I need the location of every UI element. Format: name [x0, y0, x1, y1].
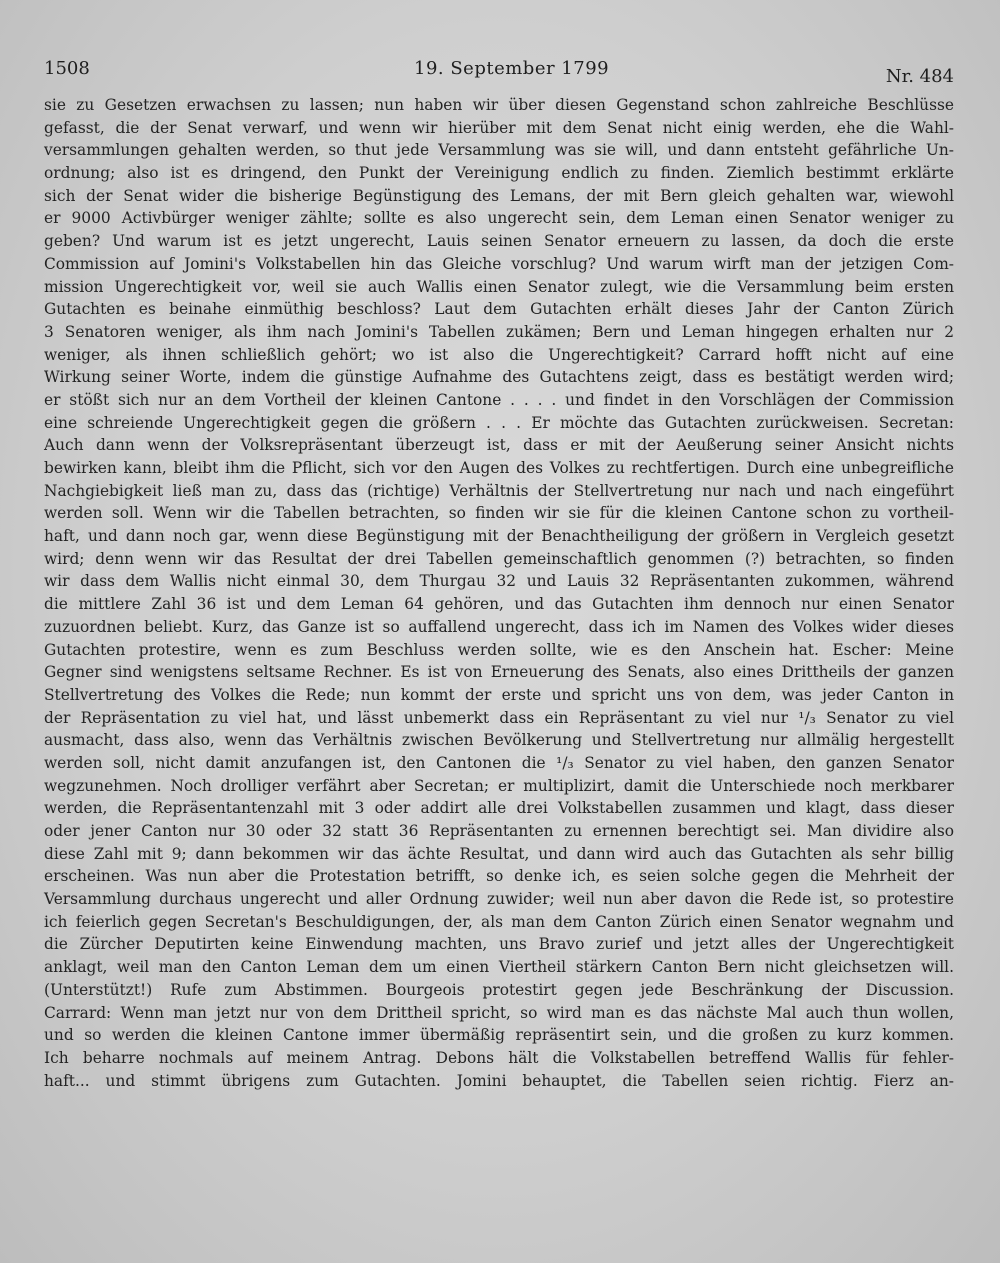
text-line: geben? Und warum ist es jetzt ungerecht, Lauis seinen Senator erneuern zu lassen, da doch die erste	[44, 232, 954, 251]
text-line: wird; denn wenn wir das Resultat der drei Tabellen gemeinschaftlich genommen (?) betrachten, so finden	[44, 549, 954, 568]
text-line: Wirkung seiner Worte, indem die günstige Aufnahme des Gutachtens zeigt, dass es bestätigt werden wird;	[44, 368, 954, 387]
text-line: 3 Senatoren weniger, als ihm nach Jomini's Tabellen zukämen; Bern und Leman hingegen erhalten nur 2	[44, 322, 954, 341]
text-line: mission Ungerechtigkeit vor, weil sie auch Wallis einen Senator zulegt, wie die Versammlung beim ersten	[44, 277, 954, 296]
text-line: erscheinen. Was nun aber die Protestation betrifft, so denke ich, es seien solche gegen die Mehrheit der	[44, 867, 954, 886]
text-line	[44, 1092, 954, 1115]
text-line: ausmacht, dass also, wenn das Verhältnis zwischen Bevölkerung und Stellvertretung nur allmälig hergestellt	[44, 731, 954, 750]
text-line: Gegner sind wenigstens seltsame Rechner. Es ist von Erneuerung des Senats, also eines Drittheils der ganzen	[44, 663, 954, 682]
text-line: ordnung; also ist es dringend, den Punkt der Vereinigung endlich zu finden. Ziemlich bestimmt erklärte	[44, 164, 954, 183]
text-line: und so werden die kleinen Cantone immer übermäßig repräsentirt sein, und die großen zu kurz kommen.	[44, 1026, 954, 1045]
page-date: 19. September 1799	[414, 58, 610, 79]
text-line: sich der Senat wider die bisherige Begünstigung des Lemans, der mit Bern gleich gehalten war, wiewohl	[44, 186, 954, 205]
text-line: Carrard: Wenn man jetzt nur von dem Drittheil spricht, so wird man es das nächste Mal auch thun wollen,	[44, 1003, 954, 1022]
text-line: eine schreiende Ungerechtigkeit gegen die größern . . . Er möchte das Gutachten zurückweisen. Secretan:	[44, 413, 954, 432]
text-line: versammlungen gehalten werden, so thut jede Versammlung was sie will, und dann entsteht gefährliche Un-	[44, 141, 954, 160]
document-number: Nr. 484	[885, 66, 954, 87]
text-line: sie zu Gesetzen erwachsen zu lassen; nun haben wir über diesen Gegenstand schon zahlreiche Beschlüsse	[44, 96, 954, 114]
page-number: 1508	[44, 58, 90, 79]
text-line: wegzunehmen. Noch drolliger verfährt aber Secretan; er multiplizirt, damit die Unterschiede noch merkbarer	[44, 776, 954, 795]
text-line: ich feierlich gegen Secretan's Beschuldigungen, der, als man dem Canton Zürich einen Senator wegnahm und	[44, 912, 954, 931]
text-line: er 9000 Activbürger weniger zählte; sollte es also ungerecht sein, dem Leman einen Senator weniger zu	[44, 209, 954, 228]
text-line: diese Zahl mit 9; dann bekommen wir das ächte Resultat, und dann wird auch das Gutachten als sehr billig	[44, 844, 954, 863]
body-text	[44, 94, 954, 1115]
text-line: werden, die Repräsentantenzahl mit 3 oder addirt alle drei Volkstabellen zusammen und klagt, dass dieser	[44, 799, 954, 818]
text-line: haft... und stimmt übrigens zum Gutachten. Jomini behauptet, die Tabellen seien richtig. Fierz an-	[44, 1071, 954, 1090]
text-line: anklagt, weil man den Canton Leman dem um einen Viertheil stärkern Canton Bern nicht gleichsetzen will.	[44, 958, 954, 977]
text-line: Auch dann wenn der Volksrepräsentant überzeugt ist, dass er mit der Aeußerung seiner Ansicht nichts	[44, 436, 954, 455]
text-line: er stößt sich nur an dem Vortheil der kleinen Cantone . . . . und findet in den Vorschlägen der Commission	[44, 390, 954, 409]
text-line: weniger, als ihnen schließlich gehört; wo ist also die Ungerechtigkeit? Carrard hofft nicht auf eine	[44, 345, 954, 364]
text-line: wir dass dem Wallis nicht einmal 30, dem Thurgau 32 und Lauis 32 Repräsentanten zukommen, während	[44, 572, 954, 591]
text-line: werden soll. Wenn wir die Tabellen betrachten, so finden wir sie für die kleinen Cantone schon zu vortheil-	[44, 504, 954, 523]
text-line: Stellvertretung des Volkes die Rede; nun kommt der erste und spricht uns von dem, was jeder Canton in	[44, 685, 954, 704]
text-line: Nachgiebigkeit ließ man zu, dass das (richtige) Verhältnis der Stellvertretung nur nach und nach eingeführt	[44, 481, 954, 500]
text-line: Ich beharre nochmals auf meinem Antrag. Debons hält die Volkstabellen betreffend Wallis für fehler-	[44, 1048, 954, 1067]
text-line: gefasst, die der Senat verwarf, und wenn wir hierüber mit dem Senat nicht einig werden, ehe die Wahl-	[44, 118, 954, 137]
text-line: zuzuordnen beliebt. Kurz, das Ganze ist so auffallend ungerecht, dass ich im Namen des Volkes wider dieses	[44, 617, 954, 636]
text-line: Gutachten protestire, wenn es zum Beschluss werden sollte, wie es den Anschein hat. Escher: Meine	[44, 640, 954, 659]
text-line: bewirken kann, bleibt ihm die Pflicht, sich vor den Augen des Volkes zu rechtfertigen. Durch eine unbegreifliche	[44, 459, 954, 477]
text-line: Gutachten es beinahe einmüthig beschloss? Laut dem Gutachten erhält dieses Jahr der Canton Zürich	[44, 300, 954, 319]
text-line: oder jener Canton nur 30 oder 32 statt 36 Repräsentanten zu ernennen berechtigt sei. Man dividire also	[44, 822, 954, 840]
page-header	[44, 58, 954, 90]
text-line: (Unterstützt!) Rufe zum Abstimmen. Bourgeois protestirt gegen jede Beschränkung der Discussion.	[44, 980, 954, 999]
text-line: die mittlere Zahl 36 ist und dem Leman 64 gehören, und das Gutachten ihm dennoch nur einen Senator	[44, 595, 954, 614]
text-line: haft, und dann noch gar, wenn diese Begünstigung mit der Benachtheiligung der größern in Vergleich gesetzt	[44, 527, 954, 546]
text-line: die Zürcher Deputirten keine Einwendung machten, uns Bravo zurief und jetzt alles der Ungerechtigkeit	[44, 935, 954, 954]
text-line: Versammlung durchaus ungerecht und aller Ordnung zuwider; weil nun aber davon die Rede ist, so protestire	[44, 890, 954, 909]
text-line: der Repräsentation zu viel hat, und lässt unbemerkt dass ein Repräsentant zu viel nur ¹/₃ Senator zu viel	[44, 708, 954, 727]
text-line: werden soll, nicht damit anzufangen ist, den Cantonen die ¹/₃ Senator zu viel haben, den ganzen Senator	[44, 753, 954, 772]
text-line: Commission auf Jomini's Volkstabellen hin das Gleiche vorschlug? Und warum wirft man der jetzigen Com-	[44, 254, 954, 273]
